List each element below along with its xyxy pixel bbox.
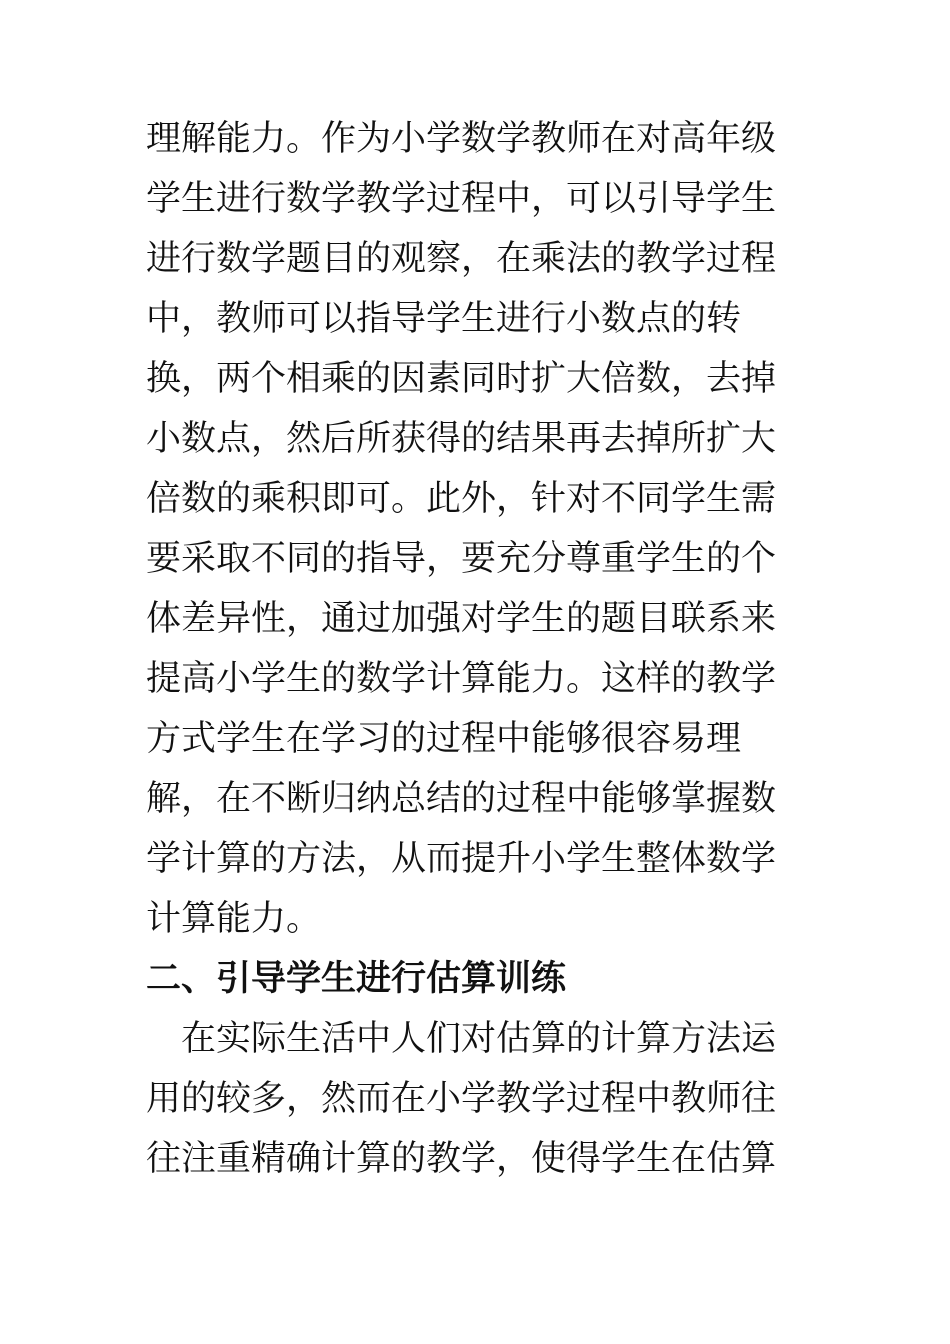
paragraph-line: 倍数的乘积即可。此外，针对不同学生需: [146, 479, 777, 519]
paragraph-line: 在实际生活中人们对估算的计算方法运: [181, 1019, 777, 1059]
paragraph-line: 换，两个相乘的因素同时扩大倍数，去掉: [146, 359, 777, 399]
paragraph-line: 学计算的方法，从而提升小学生整体数学: [146, 839, 777, 879]
paragraph-line: 中，教师可以指导学生进行小数点的转: [146, 299, 742, 339]
paragraph-line: 往注重精确计算的教学，使得学生在估算: [146, 1139, 777, 1179]
paragraph-line: 小数点，然后所获得的结果再去掉所扩大: [146, 419, 777, 459]
paragraph-line: 要采取不同的指导，要充分尊重学生的个: [146, 539, 777, 579]
paragraph-line: 学生进行数学教学过程中，可以引导学生: [146, 179, 777, 219]
paragraph-line: 计算能力。: [146, 899, 322, 939]
paragraph-line: 解，在不断归纳总结的过程中能够掌握数: [146, 779, 777, 819]
paragraph-line: 方式学生在学习的过程中能够很容易理: [146, 719, 742, 759]
paragraph-line: 用的较多，然而在小学教学过程中教师往: [146, 1079, 777, 1119]
paragraph-line: 进行数学题目的观察，在乘法的教学过程: [146, 239, 777, 279]
section-heading: 二、引导学生进行估算训练: [146, 959, 567, 999]
paragraph-line: 提高小学生的数学计算能力。这样的教学: [146, 659, 777, 699]
paragraph-line: 理解能力。作为小学数学教师在对高年级: [146, 119, 777, 159]
paragraph-line: 体差异性，通过加强对学生的题目联系来: [146, 599, 777, 639]
